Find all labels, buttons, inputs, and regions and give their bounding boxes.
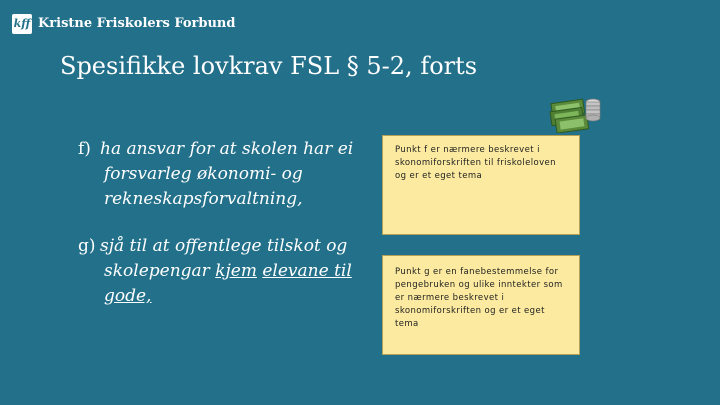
requirement-letter: f) bbox=[78, 139, 91, 159]
requirement-underlined-word: kjem bbox=[215, 261, 257, 281]
requirement-f bbox=[78, 137, 368, 212]
note-box-f: Punkt f er nærmere beskrevet i skonomiforskriften til friskoleloven og er et eget tema bbox=[382, 135, 580, 235]
requirement-letter: g) bbox=[78, 236, 96, 256]
requirement-text-mid: og skolepengar bbox=[104, 236, 348, 281]
requirement-text-start: ha ansvar for at skolen har bbox=[100, 139, 333, 159]
note-box-g: Punkt g er en fanebestemmelse for pengebruken og ulike inntekter som er nærmere beskrevet i skonomiforskriften og er et eget tema bbox=[382, 255, 580, 355]
logo-badge: kff bbox=[12, 14, 32, 34]
requirement-text bbox=[78, 234, 368, 309]
requirement-text-rest: ei forsvarleg økonomi- og rekneskapsforvaltning, bbox=[104, 139, 354, 209]
requirement-g bbox=[78, 234, 368, 309]
org-name: Kristne Friskolers Forbund bbox=[38, 16, 236, 31]
requirement-underlined-phrase: elevane til gode, bbox=[104, 261, 352, 306]
requirement-text-start: sjå til at offentlege tilskot bbox=[100, 236, 321, 256]
money-stack-icon bbox=[547, 93, 603, 133]
slide-title: Spesifikke lovkrav FSL § 5-2, forts bbox=[60, 52, 478, 80]
requirement-text bbox=[78, 137, 368, 212]
